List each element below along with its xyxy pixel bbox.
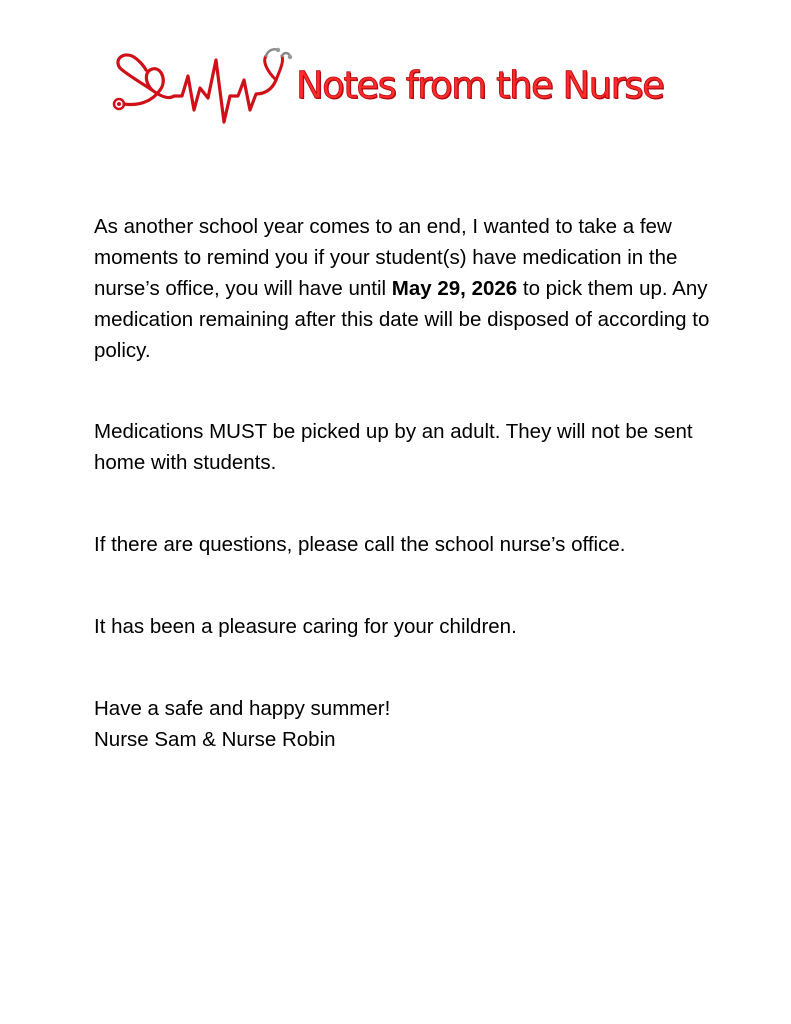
letter-header — [108, 44, 664, 136]
header-title: Notes from the Nurse — [296, 64, 664, 107]
signature: Nurse Sam & Nurse Robin — [94, 728, 336, 751]
paragraph-text: to pick them up. Any medication remaining after this date will be disposed of according to policy. — [94, 277, 710, 362]
pickup-deadline-date: May 29, 2026 — [391, 277, 518, 300]
letter-body — [94, 211, 714, 755]
paragraph-medication-pickup — [94, 211, 714, 366]
heart-heartbeat-stethoscope-icon — [108, 44, 296, 136]
paragraph-pleasure: It has been a pleasure caring for your children. — [94, 615, 517, 638]
paragraph-text: As another school year comes to an end, I wanted to take a few moments to remind you if your student(s) have medication in the nurse’s office, you will have until — [94, 215, 678, 300]
closing-line: Have a safe and happy summer! — [94, 697, 391, 720]
paragraph-questions: If there are questions, please call the school nurse’s office. — [94, 533, 626, 556]
paragraph-adult-pickup: Medications MUST be picked up by an adult. They will not be sent home with students. — [94, 420, 693, 474]
